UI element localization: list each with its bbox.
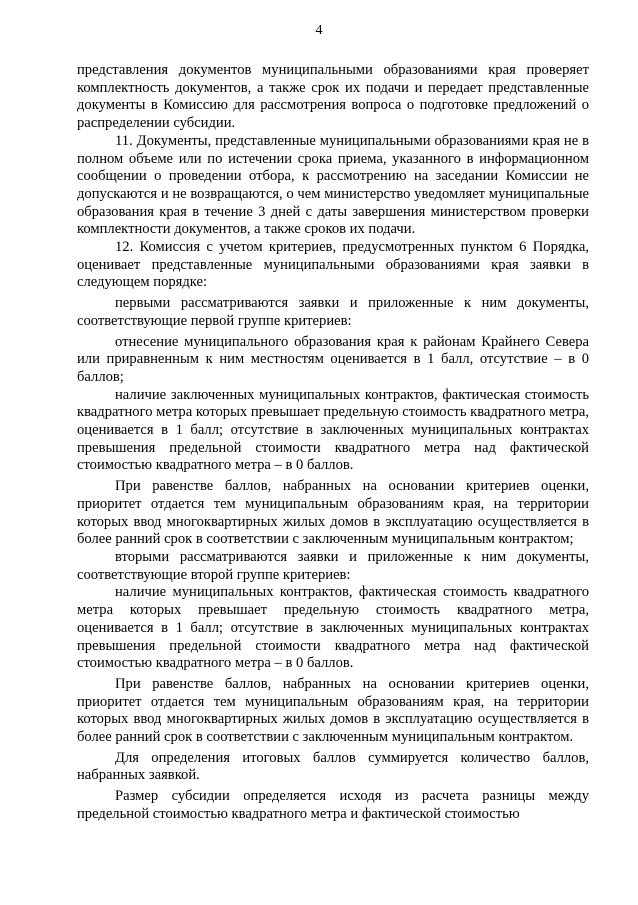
paragraph-first-group-intro: первыми рассматриваются заявки и приложенные к ним документы, соответствующие первой группе критериев: (77, 295, 589, 329)
paragraph-item-11: 11. Документы, представленные муниципальными образованиями края не в полном объеме или по истечении срока приема, указанного в информационном сообщении о проведении отбора, к рассмотрению на заседании Комиссии не допускаются и не возвращаются, о чем министерство уведомляет муниципальные образования края в течение 3 дней с даты завершения министерством проверки комплектности документов, а также сроков их подачи. (77, 132, 589, 238)
paragraph-criterion-north: отнесение муниципального образования края к районам Крайнего Севера или приравненным к ним местностям оценивается в 1 балл, отсутствие – в 0 баллов; (77, 333, 589, 385)
page-number: 4 (315, 23, 323, 38)
paragraph-criterion-second-group: наличие муниципальных контрактов, фактическая стоимость квадратного метра которых превышает предельную стоимость квадратного метра, оценивается в 1 балл; отсутствие в заключенных муниципальных контрактах превышения предельной стоимости квадратного метра над фактической стоимостью квадратного метра – в 0 баллов. (77, 584, 589, 672)
paragraph-tie-rule-second: При равенстве баллов, набранных на основании критериев оценки, приоритет отдается тем муниципальным образованиям края, на территории которых ввод многоквартирных жилых домов в эксплуатацию осуществляется в более ранний срок в соответствии с заключенным муниципальным контрактом. (77, 675, 589, 746)
paragraph-second-group-intro: вторыми рассматриваются заявки и приложенные к ним документы, соответствующие второй группе критериев: (77, 548, 589, 583)
paragraph-tie-rule-first: При равенстве баллов, набранных на основании критериев оценки, приоритет отдается тем муниципальным образованиям края, на территории которых ввод многоквартирных жилых домов в эксплуатацию осуществляется в более ранний срок в соответствии с заключенным муниципальным контрактом; (77, 478, 589, 548)
paragraph-subsidy-size: Размер субсидии определяется исходя из расчета разницы между предельной стоимостью квадратного метра и фактической стоимостью (77, 788, 589, 822)
paragraph-criterion-contracts: наличие заключенных муниципальных контрактов, фактическая стоимость квадратного метра которых превышает предельную стоимость квадратного метра, оценивается в 1 балл; отсутствие в заключенных муниципальных контрактах превышения предельной стоимости квадратного метра над фактической стоимостью квадратного метра – в 0 баллов. (77, 386, 589, 474)
paragraph-item-12: 12. Комиссия с учетом критериев, предусмотренных пунктом 6 Порядка, оценивает представленные муниципальными образованиями края заявки в следующем порядке: (77, 239, 589, 291)
paragraph-total-scores: Для определения итоговых баллов суммируется количество баллов, набранных заявкой. (77, 749, 589, 784)
paragraph-continuation: представления документов муниципальными образованиями края проверяет комплектность документов, а также срок их подачи и передает представленные документы в Комиссию для рассмотрения вопроса о подготовке предложений о распределении субсидии. (77, 62, 589, 132)
document-body (77, 62, 589, 824)
